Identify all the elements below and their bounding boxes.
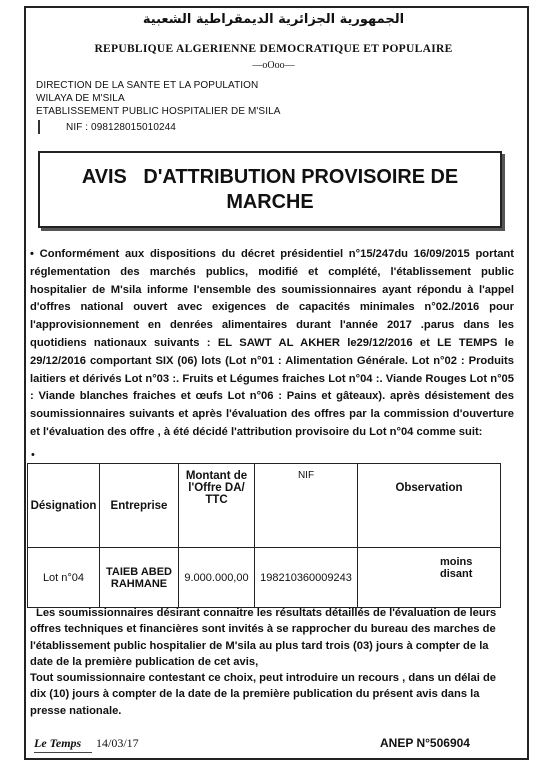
cell-observation: moins disant xyxy=(358,548,501,608)
cell-nif: 198210360009243 xyxy=(255,548,358,608)
col-observation: Observation xyxy=(358,464,501,548)
col-nif: NIF xyxy=(255,464,358,548)
bullet: • xyxy=(31,449,35,461)
table-header-row xyxy=(28,464,501,548)
title-box xyxy=(38,151,502,228)
title-line-1: AVIS D'ATTRIBUTION PROVISOIRE DE xyxy=(81,165,459,188)
anep-number: ANEP N°506904 xyxy=(380,736,470,750)
body-paragraph: • Conformément aux dispositions du décret présidentiel n°15/247du 16/09/2015 portant réglementation des marchés publics, modifié et complété, l'établissement public hospitalier de M'sila informe l'ensemble des soumissionnaires ayant répondu à l'appel d'offres national ouvert avec exigences de capacités minimales n°02./2016 pour l'approvisionnement en denrées alimentaires durant l'année 2017 .parus dans les quotidiens nationaux suivants : EL SAWT AL AKHER le29/12/2016 et LE TEMPS le 29/12/2016 comportant SIX (06) lots (Lot n°01 : Alimentation Générale. Lot n°02 : Produits laitiers et dérivés Lot n°03 :. Fruits et Légumes fraiches Lot n°04 :. Viande Rouges Lot n°05 : Viande blanches fraiches et œufs Lot n°06 : Pains et gâteaux). après désistement des soumissionnaires suivants et après l'évaluation des offres par la commission d'ouverture et l'évaluation des offre , à été décidé l'attribution provisoire du Lot n°04 comme suit: xyxy=(30,248,514,438)
results-info: Les soumissionnaires désirant connaitre les résultats détaillés de l'évaluation de leurs offres techniques et financières sont invités à se rapprocher du bureau des marches de l'établissement public hospitalier de M'sila au plus tard trois (03) jours à compter de la date de la première publication de cet avis, xyxy=(30,607,497,668)
col-montant: Montant de l'Offre DA/ TTC xyxy=(179,464,255,548)
table-row xyxy=(28,548,501,608)
col-designation: Désignation xyxy=(28,464,100,548)
etablissement-line: ETABLISSEMENT PUBLIC HOSPITALIER DE M'SILA xyxy=(36,106,281,117)
arabic-republic-title: الجمهورية الجزائرية الديمقراطية الشعبية xyxy=(142,12,405,27)
publication-date: 14/03/17 xyxy=(96,736,139,750)
title-line-2: MARCHE xyxy=(226,190,314,213)
header-nif: NIF : 098128015010244 xyxy=(66,122,176,133)
newspaper-source: Le Temps xyxy=(34,736,82,750)
cell-designation: Lot n°04 xyxy=(28,548,100,608)
notice-title xyxy=(47,153,493,214)
recours-info: Tout soumissionnaire contestant ce choix, peut introduire un recours , dans un délai de dix (10) jours à compter de la date de la première publication du présent avis dans la presse nationale. xyxy=(30,672,497,717)
cell-montant: 9.000.000,00 xyxy=(179,548,255,608)
source-underline xyxy=(34,752,92,753)
wilaya-line: WILAYA DE M'SILA xyxy=(36,93,125,104)
direction-line: DIRECTION DE LA SANTE ET LA POPULATION xyxy=(36,80,259,91)
nif-bar xyxy=(38,120,40,134)
cell-entreprise: TAIEB ABED RAHMANE xyxy=(100,548,179,608)
results-paragraph xyxy=(30,605,508,719)
award-table xyxy=(27,463,501,608)
ornament: —oOoo— xyxy=(252,60,295,71)
republic-title: REPUBLIQUE ALGERIENNE DEMOCRATIQUE ET POPULAIRE xyxy=(94,43,453,55)
col-entreprise: Entreprise xyxy=(100,464,179,548)
